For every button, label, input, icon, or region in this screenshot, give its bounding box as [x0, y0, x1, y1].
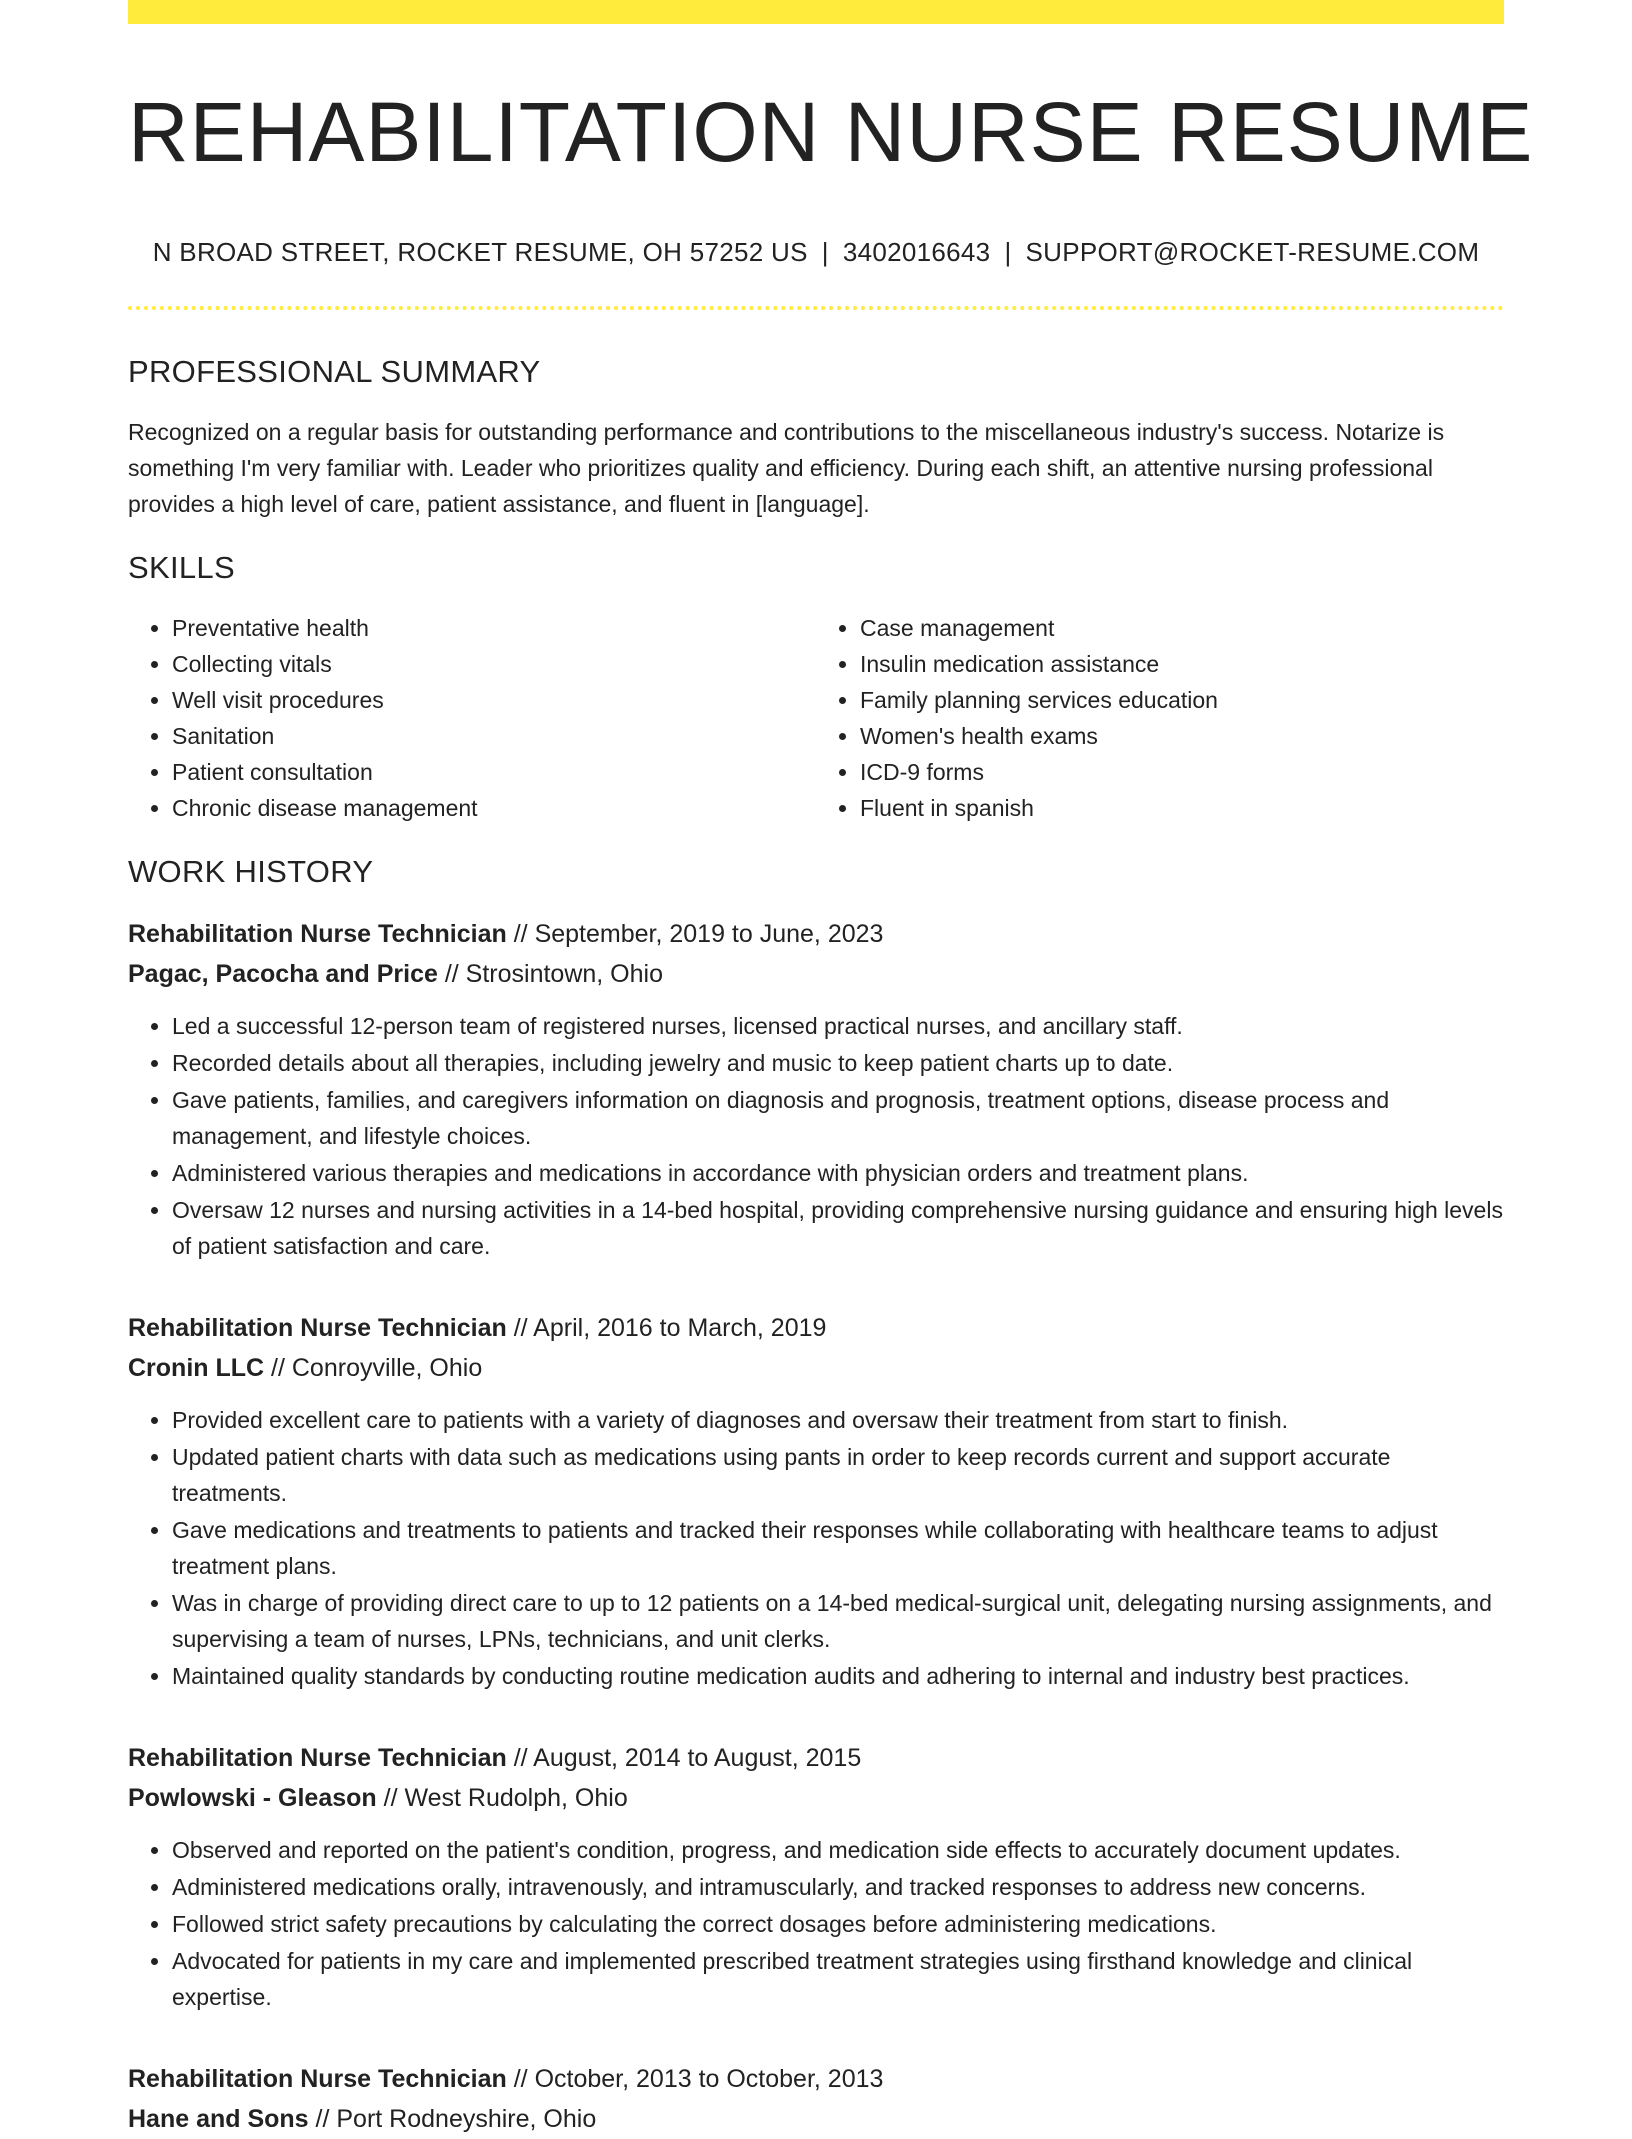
- job-location: // Port Rodneyshire, Ohio: [308, 2104, 597, 2133]
- accent-top-bar: [128, 0, 1504, 24]
- contact-email: SUPPORT@ROCKET-RESUME.COM: [1025, 236, 1480, 267]
- job-bullets: [128, 1832, 1504, 2015]
- job-title-line: [128, 1738, 1504, 1778]
- skills-list: [128, 610, 1504, 826]
- skill-item: • ICD-9 forms: [860, 754, 1504, 790]
- job-company-line: [128, 954, 1504, 994]
- job-bullet: • Recorded details about all therapies, including jewelry and music to keep patient charts up to date.: [172, 1045, 1504, 1081]
- job-bullet: • Advocated for patients in my care and implemented prescribed treatment strategies using firsthand knowledge and clinical expertise.: [172, 1943, 1504, 2015]
- dotted-divider: [128, 306, 1504, 310]
- job-bullet: • Oversaw 12 nurses and nursing activities in a 14-bed hospital, providing comprehensive nursing guidance and ensuring high levels of patient satisfaction and care.: [172, 1192, 1504, 1264]
- job-location: // West Rudolph, Ohio: [376, 1783, 628, 1812]
- job-bullet: • Followed strict safety precautions by calculating the correct dosages before administering medications.: [172, 1906, 1504, 1942]
- job-company: Cronin LLC: [128, 1353, 265, 1382]
- job-company: Hane and Sons: [128, 2104, 309, 2133]
- job-title-line: [128, 914, 1504, 954]
- job-entry: [128, 914, 1504, 1264]
- job-title-line: [128, 1308, 1504, 1348]
- job-bullets: [128, 1008, 1504, 1264]
- work-history-heading: WORK HISTORY: [128, 853, 374, 889]
- job-bullet: • Administered various therapies and medications in accordance with physician orders and treatment plans.: [172, 1155, 1504, 1191]
- job-title: Rehabilitation Nurse Technician: [128, 1743, 507, 1772]
- skills-column-right: [816, 610, 1504, 826]
- contact-address: N BROAD STREET, ROCKET RESUME, OH 57252 US: [152, 236, 808, 267]
- contact-phone: 3402016643: [842, 236, 991, 267]
- job-company: Powlowski - Gleason: [128, 1783, 377, 1812]
- job-bullet: • Observed and reported on the patient's condition, progress, and medication side effects to accurately document updates.: [172, 1832, 1504, 1868]
- job-bullet: • Administered medications orally, intravenously, and intramuscularly, and tracked responses to address new concerns.: [172, 1869, 1504, 1905]
- job-bullet: • Gave patients, families, and caregivers information on diagnosis and prognosis, treatment options, disease process and management, and lifestyle choices.: [172, 1082, 1504, 1154]
- job-company-line: [128, 2099, 1504, 2139]
- job-dates: // August, 2014 to August, 2015: [506, 1743, 862, 1772]
- skill-item: • Patient consultation: [172, 754, 816, 790]
- resume-page: [128, 0, 1534, 2139]
- job-company-line: [128, 1778, 1504, 1818]
- job-title-line: [128, 2059, 1504, 2099]
- skill-item: • Well visit procedures: [172, 682, 816, 718]
- job-entry: [128, 2059, 1504, 2139]
- job-dates: // September, 2019 to June, 2023: [506, 919, 884, 948]
- skill-item: • Family planning services education: [860, 682, 1504, 718]
- job-bullet: • Led a successful 12-person team of registered nurses, licensed practical nurses, and ancillary staff.: [172, 1008, 1504, 1044]
- skills-heading: SKILLS: [128, 549, 235, 585]
- skill-item: • Insulin medication assistance: [860, 646, 1504, 682]
- summary-heading: PROFESSIONAL SUMMARY: [128, 353, 541, 389]
- resume-title: REHABILITATION NURSE RESUME: [128, 85, 1534, 179]
- job-company-line: [128, 1348, 1504, 1388]
- job-entry: [128, 1308, 1504, 1694]
- skill-item: • Collecting vitals: [172, 646, 816, 682]
- contact-separator: |: [1004, 236, 1012, 267]
- skill-item: • Women's health exams: [860, 718, 1504, 754]
- job-dates: // October, 2013 to October, 2013: [506, 2064, 884, 2093]
- skill-item: • Fluent in spanish: [860, 790, 1504, 826]
- job-bullet: • Provided excellent care to patients with a variety of diagnoses and oversaw their treatment from start to finish.: [172, 1402, 1504, 1438]
- job-location: // Strosintown, Ohio: [437, 959, 663, 988]
- contact-separator: |: [821, 236, 829, 267]
- job-title: Rehabilitation Nurse Technician: [128, 919, 507, 948]
- skill-item: • Case management: [860, 610, 1504, 646]
- job-bullet: • Updated patient charts with data such as medications using pants in order to keep records current and support accurate treatments.: [172, 1439, 1504, 1511]
- job-bullet: • Gave medications and treatments to patients and tracked their responses while collaborating with healthcare teams to adjust treatment plans.: [172, 1512, 1504, 1584]
- job-bullets: [128, 1402, 1504, 1694]
- skills-column-left: [128, 610, 816, 826]
- job-dates: // April, 2016 to March, 2019: [506, 1313, 827, 1342]
- job-title: Rehabilitation Nurse Technician: [128, 1313, 507, 1342]
- job-title: Rehabilitation Nurse Technician: [128, 2064, 507, 2093]
- job-bullet: • Was in charge of providing direct care to up to 12 patients on a 14-bed medical-surgical unit, delegating nursing assignments, and supervising a team of nurses, LPNs, technicians, and unit clerks.: [172, 1585, 1504, 1657]
- job-location: // Conroyville, Ohio: [264, 1353, 483, 1382]
- job-company: Pagac, Pacocha and Price: [128, 959, 438, 988]
- job-entry: [128, 1738, 1504, 2015]
- skill-item: • Preventative health: [172, 610, 816, 646]
- summary-text: Recognized on a regular basis for outstanding performance and contributions to the miscellaneous industry's success. Notarize is something I'm very familiar with. Leader who prioritizes quality and efficiency. During each shift, an attentive nursing professional provides a high level of care, patient assistance, and fluent in [language].: [128, 418, 1445, 517]
- job-bullet: • Maintained quality standards by conducting routine medication audits and adhering to internal and industry best practices.: [172, 1658, 1504, 1694]
- contact-line: [128, 237, 1504, 268]
- skill-item: • Chronic disease management: [172, 790, 816, 826]
- skill-item: • Sanitation: [172, 718, 816, 754]
